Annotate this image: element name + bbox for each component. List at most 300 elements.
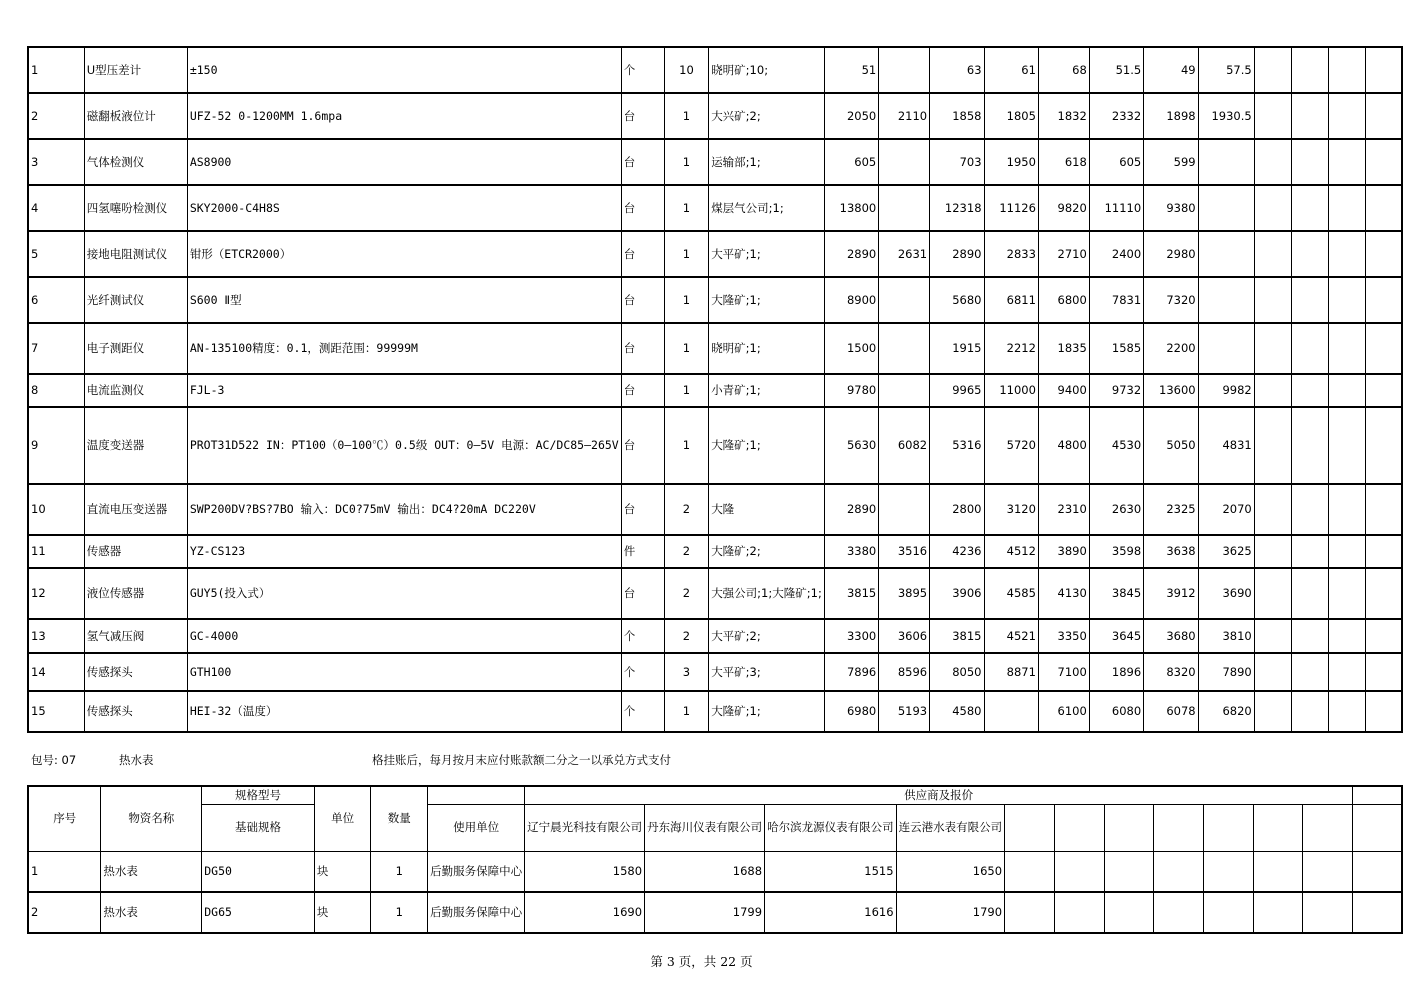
item-spec: DG50 — [202, 851, 315, 892]
item-name: 热水表 — [101, 892, 202, 933]
supplier-price — [1291, 277, 1328, 323]
user-unit: 小青矿;1; — [709, 374, 825, 407]
supplier-price — [879, 185, 930, 231]
supplier-price — [1198, 185, 1254, 231]
supplier-price: 1915 — [930, 323, 984, 374]
supplier-price — [1254, 484, 1291, 535]
item-quantity: 1 — [664, 93, 708, 139]
supplier-price: 1500 — [824, 323, 878, 374]
item-unit: 台 — [621, 323, 664, 374]
item-spec: AN-135100精度：0.1，测距范围：99999M — [187, 323, 621, 374]
supplier-price — [1291, 47, 1328, 93]
user-unit: 运输部;1; — [709, 139, 825, 185]
item-spec: SWP200DV?BS?7BO 输入：DC0?75mV 输出：DC4?20mA DC220V — [187, 484, 621, 535]
supplier-price: 5680 — [930, 277, 984, 323]
supplier-price: 7831 — [1089, 277, 1143, 323]
user-unit: 大兴矿;2; — [709, 93, 825, 139]
supplier-price — [1365, 231, 1402, 277]
supplier-price — [1198, 323, 1254, 374]
supplier-price: 57.5 — [1198, 47, 1254, 93]
supplier-price: 9400 — [1038, 374, 1089, 407]
item-unit: 台 — [621, 277, 664, 323]
supplier-price: 8050 — [930, 653, 984, 691]
supplier-price — [1365, 139, 1402, 185]
item-quantity: 1 — [664, 691, 708, 732]
supplier-price: 3810 — [1198, 619, 1254, 653]
supplier-price: 1896 — [1089, 653, 1143, 691]
supplier-price: 2890 — [824, 484, 878, 535]
supplier-price: 2400 — [1089, 231, 1143, 277]
supplier-price — [1254, 277, 1291, 323]
item-name: 电流监测仪 — [84, 374, 187, 407]
supplier-price: 6100 — [1038, 691, 1089, 732]
supplier-price — [1328, 374, 1365, 407]
table-row — [28, 277, 1402, 323]
table-row — [28, 374, 1402, 407]
row-number: 4 — [28, 185, 84, 231]
supplier-price — [1254, 185, 1291, 231]
supplier-price: 11000 — [984, 374, 1038, 407]
supplier-price: 3815 — [930, 619, 984, 653]
item-name: 传感探头 — [84, 653, 187, 691]
supplier-price: 1805 — [984, 93, 1038, 139]
item-name: 热水表 — [101, 851, 202, 892]
table-row — [28, 619, 1402, 653]
supplier-price: 7890 — [1198, 653, 1254, 691]
supplier-price — [1303, 892, 1353, 933]
item-quantity: 2 — [664, 535, 708, 568]
supplier-name: 哈尔滨龙源仪表有限公司 — [765, 804, 897, 851]
supplier-price: 13600 — [1144, 374, 1198, 407]
row-number: 14 — [28, 653, 84, 691]
user-unit: 煤层气公司;1; — [709, 185, 825, 231]
supplier-price: 2070 — [1198, 484, 1254, 535]
supplier-price: 6820 — [1198, 691, 1254, 732]
item-spec: SKY2000-C4H8S — [187, 185, 621, 231]
item-unit: 块 — [314, 851, 371, 892]
item-unit: 台 — [621, 374, 664, 407]
supplier-price: 6082 — [879, 407, 930, 484]
supplier-price: 2325 — [1144, 484, 1198, 535]
supplier-price: 1515 — [765, 851, 897, 892]
supplier-price — [1204, 892, 1254, 933]
user-unit: 大隆 — [709, 484, 825, 535]
item-name: 传感探头 — [84, 691, 187, 732]
supplier-price — [1328, 185, 1365, 231]
supplier-price: 2710 — [1038, 231, 1089, 277]
supplier-price — [1291, 374, 1328, 407]
supplier-price — [1154, 851, 1204, 892]
item-unit: 个 — [621, 691, 664, 732]
supplier-price — [1054, 892, 1104, 933]
user-unit: 大平矿;2; — [709, 619, 825, 653]
item-name: 液位传感器 — [84, 568, 187, 619]
header-qty: 数量 — [371, 786, 428, 851]
table-row — [28, 484, 1402, 535]
supplier-price: 2631 — [879, 231, 930, 277]
header-name: 物资名称 — [101, 786, 202, 851]
supplier-price: 6078 — [1144, 691, 1198, 732]
supplier-price: 3845 — [1089, 568, 1143, 619]
supplier-price: 8596 — [879, 653, 930, 691]
item-spec: 钳形（ETCR2000） — [187, 231, 621, 277]
supplier-price — [1328, 47, 1365, 93]
supplier-price: 9982 — [1198, 374, 1254, 407]
supplier-price — [1365, 691, 1402, 732]
supplier-price — [1353, 892, 1402, 933]
item-unit: 个 — [621, 47, 664, 93]
supplier-price — [1204, 851, 1254, 892]
payment-note: 格挂账后，每月按月末应付账款额二分之一以承兑方式支付 — [372, 753, 671, 767]
supplier-price: 3680 — [1144, 619, 1198, 653]
supplier-price — [1291, 185, 1328, 231]
supplier-price: 4521 — [984, 619, 1038, 653]
item-quantity: 1 — [664, 374, 708, 407]
package-name: 热水表 — [119, 753, 154, 767]
supplier-price: 1650 — [896, 851, 1005, 892]
user-unit: 大强公司;1;大隆矿;1; — [709, 568, 825, 619]
supplier-price: 1616 — [765, 892, 897, 933]
item-quantity: 1 — [664, 277, 708, 323]
supplier-price: 618 — [1038, 139, 1089, 185]
row-number: 13 — [28, 619, 84, 653]
supplier-price: 605 — [1089, 139, 1143, 185]
supplier-price — [1104, 851, 1154, 892]
supplier-price: 3598 — [1089, 535, 1143, 568]
item-spec: GC-4000 — [187, 619, 621, 653]
supplier-price: 1858 — [930, 93, 984, 139]
item-name: 温度变送器 — [84, 407, 187, 484]
supplier-price: 4585 — [984, 568, 1038, 619]
supplier-price: 11110 — [1089, 185, 1143, 231]
supplier-price: 2200 — [1144, 323, 1198, 374]
user-unit: 大隆矿;1; — [709, 407, 825, 484]
supplier-price — [1328, 231, 1365, 277]
table-row — [28, 139, 1402, 185]
supplier-price: 2050 — [824, 93, 878, 139]
supplier-price: 5193 — [879, 691, 930, 732]
supplier-price — [1328, 139, 1365, 185]
supplier-price: 5050 — [1144, 407, 1198, 484]
supplier-name: 丹东海川仪表有限公司 — [645, 804, 765, 851]
user-unit: 晓明矿;10; — [709, 47, 825, 93]
supplier-price — [1328, 93, 1365, 139]
header-suppliers-group: 供应商及报价 — [525, 786, 1353, 804]
supplier-price — [1328, 619, 1365, 653]
supplier-price: 4236 — [930, 535, 984, 568]
supplier-price — [1303, 851, 1353, 892]
supplier-price — [1254, 323, 1291, 374]
supplier-price: 3815 — [824, 568, 878, 619]
header-row-top — [28, 786, 1402, 804]
supplier-price — [1254, 535, 1291, 568]
supplier-price: 2630 — [1089, 484, 1143, 535]
table-row — [28, 47, 1402, 93]
supplier-price — [1365, 619, 1402, 653]
supplier-name — [1204, 804, 1254, 851]
supplier-price: 1930.5 — [1198, 93, 1254, 139]
supplier-price — [1328, 568, 1365, 619]
row-number: 1 — [28, 47, 84, 93]
supplier-price: 61 — [984, 47, 1038, 93]
supplier-price: 4831 — [1198, 407, 1254, 484]
supplier-price — [1365, 93, 1402, 139]
supplier-price: 9380 — [1144, 185, 1198, 231]
item-quantity: 1 — [664, 139, 708, 185]
supplier-price — [1328, 323, 1365, 374]
item-spec: FJL-3 — [187, 374, 621, 407]
supplier-price — [1254, 374, 1291, 407]
supplier-price — [879, 323, 930, 374]
header-unit: 单位 — [314, 786, 371, 851]
supplier-price: 4580 — [930, 691, 984, 732]
item-unit: 块 — [314, 892, 371, 933]
supplier-price — [879, 484, 930, 535]
item-spec: S600 Ⅱ型 — [187, 277, 621, 323]
supplier-price: 7100 — [1038, 653, 1089, 691]
supplier-name — [1303, 804, 1353, 851]
item-spec: GUY5(投入式） — [187, 568, 621, 619]
supplier-price — [1254, 93, 1291, 139]
supplier-price: 68 — [1038, 47, 1089, 93]
row-number: 6 — [28, 277, 84, 323]
row-number: 12 — [28, 568, 84, 619]
user-unit: 后勤服务保障中心 — [428, 892, 525, 933]
price-table-top — [27, 46, 1403, 733]
supplier-price — [1291, 653, 1328, 691]
supplier-price: 3120 — [984, 484, 1038, 535]
supplier-price: 1898 — [1144, 93, 1198, 139]
supplier-price: 605 — [824, 139, 878, 185]
supplier-price — [1198, 277, 1254, 323]
supplier-price: 9820 — [1038, 185, 1089, 231]
user-unit: 大平矿;1; — [709, 231, 825, 277]
user-unit: 后勤服务保障中心 — [428, 851, 525, 892]
supplier-price: 2833 — [984, 231, 1038, 277]
supplier-price: 2212 — [984, 323, 1038, 374]
supplier-price: 51 — [824, 47, 878, 93]
item-name: 直流电压变送器 — [84, 484, 187, 535]
table-row — [28, 535, 1402, 568]
supplier-price: 3890 — [1038, 535, 1089, 568]
supplier-price: 3350 — [1038, 619, 1089, 653]
supplier-price — [1365, 374, 1402, 407]
supplier-name — [1353, 804, 1402, 851]
supplier-price: 2890 — [930, 231, 984, 277]
supplier-price: 3606 — [879, 619, 930, 653]
page-number: 第 3 页，共 22 页 — [650, 954, 753, 969]
supplier-price: 4512 — [984, 535, 1038, 568]
supplier-price: 5316 — [930, 407, 984, 484]
supplier-price: 3300 — [824, 619, 878, 653]
table-row — [28, 892, 1402, 933]
supplier-price — [1005, 851, 1055, 892]
item-quantity: 1 — [664, 323, 708, 374]
supplier-price — [1365, 484, 1402, 535]
item-unit: 个 — [621, 619, 664, 653]
item-quantity: 2 — [664, 619, 708, 653]
item-name: 四氢噻吩检测仪 — [84, 185, 187, 231]
supplier-name — [1005, 804, 1055, 851]
supplier-price: 6800 — [1038, 277, 1089, 323]
supplier-price: 63 — [930, 47, 984, 93]
supplier-name — [1253, 804, 1303, 851]
supplier-price — [1328, 484, 1365, 535]
supplier-price — [1254, 619, 1291, 653]
supplier-price: 5720 — [984, 407, 1038, 484]
supplier-price — [1291, 568, 1328, 619]
table-row — [28, 851, 1402, 892]
item-spec: DG65 — [202, 892, 315, 933]
supplier-price — [1005, 892, 1055, 933]
supplier-price — [1365, 323, 1402, 374]
header-spec: 基础规格 — [202, 804, 315, 851]
supplier-price: 1585 — [1089, 323, 1143, 374]
supplier-price — [1291, 231, 1328, 277]
item-name: 磁翻板液位计 — [84, 93, 187, 139]
supplier-price: 8320 — [1144, 653, 1198, 691]
header-row-bottom — [28, 804, 1402, 851]
item-quantity: 10 — [664, 47, 708, 93]
supplier-price: 49 — [1144, 47, 1198, 93]
supplier-price — [1054, 851, 1104, 892]
supplier-price: 5630 — [824, 407, 878, 484]
supplier-price — [1198, 231, 1254, 277]
supplier-price — [1198, 139, 1254, 185]
supplier-price — [1365, 47, 1402, 93]
supplier-price — [1254, 407, 1291, 484]
supplier-price: 9732 — [1089, 374, 1143, 407]
supplier-price — [1353, 851, 1402, 892]
item-unit: 台 — [621, 139, 664, 185]
table-row — [28, 231, 1402, 277]
supplier-name — [1154, 804, 1204, 851]
item-name: 光纤测试仪 — [84, 277, 187, 323]
supplier-price: 3912 — [1144, 568, 1198, 619]
table-row — [28, 323, 1402, 374]
supplier-name: 连云港水表有限公司 — [896, 804, 1005, 851]
item-quantity: 1 — [664, 231, 708, 277]
supplier-price — [1254, 231, 1291, 277]
supplier-price — [1365, 535, 1402, 568]
supplier-price — [1254, 653, 1291, 691]
item-unit: 台 — [621, 568, 664, 619]
supplier-price: 2800 — [930, 484, 984, 535]
supplier-price: 8900 — [824, 277, 878, 323]
supplier-price: 3895 — [879, 568, 930, 619]
item-quantity: 2 — [664, 568, 708, 619]
supplier-price: 1835 — [1038, 323, 1089, 374]
item-unit: 台 — [621, 93, 664, 139]
item-name: U型压差计 — [84, 47, 187, 93]
supplier-price: 599 — [1144, 139, 1198, 185]
supplier-price: 12318 — [930, 185, 984, 231]
supplier-price — [1291, 139, 1328, 185]
item-name: 传感器 — [84, 535, 187, 568]
supplier-price — [879, 277, 930, 323]
item-unit: 台 — [621, 407, 664, 484]
supplier-price: 7896 — [824, 653, 878, 691]
supplier-price — [1291, 535, 1328, 568]
item-quantity: 1 — [664, 407, 708, 484]
supplier-price — [1328, 653, 1365, 691]
supplier-price — [1328, 535, 1365, 568]
row-number: 2 — [28, 93, 84, 139]
supplier-price: 2890 — [824, 231, 878, 277]
supplier-price: 1832 — [1038, 93, 1089, 139]
table-row — [28, 568, 1402, 619]
supplier-price: 4530 — [1089, 407, 1143, 484]
supplier-price — [879, 374, 930, 407]
row-number: 15 — [28, 691, 84, 732]
supplier-price — [1365, 653, 1402, 691]
item-unit: 个 — [621, 653, 664, 691]
supplier-price: 3516 — [879, 535, 930, 568]
supplier-price: 703 — [930, 139, 984, 185]
supplier-price: 3638 — [1144, 535, 1198, 568]
item-unit: 台 — [621, 231, 664, 277]
supplier-price: 2332 — [1089, 93, 1143, 139]
supplier-price: 1799 — [645, 892, 765, 933]
supplier-price: 2980 — [1144, 231, 1198, 277]
table-row — [28, 185, 1402, 231]
row-number: 5 — [28, 231, 84, 277]
supplier-price — [1291, 407, 1328, 484]
supplier-price: 8871 — [984, 653, 1038, 691]
user-unit: 大平矿;3; — [709, 653, 825, 691]
supplier-price: 1688 — [645, 851, 765, 892]
supplier-price — [1254, 568, 1291, 619]
user-unit: 大隆矿;2; — [709, 535, 825, 568]
item-spec: PROT31D522 IN：PT100（0—100℃）0.5级 OUT：0—5V 电源：AC/DC85—265V — [187, 407, 621, 484]
supplier-price: 7320 — [1144, 277, 1198, 323]
supplier-price — [984, 691, 1038, 732]
item-spec: ±150 — [187, 47, 621, 93]
supplier-price — [1254, 139, 1291, 185]
row-number: 3 — [28, 139, 84, 185]
item-quantity: 1 — [664, 185, 708, 231]
supplier-price: 2310 — [1038, 484, 1089, 535]
supplier-price: 9780 — [824, 374, 878, 407]
row-number: 9 — [28, 407, 84, 484]
supplier-price — [1365, 568, 1402, 619]
header-blank — [428, 786, 525, 804]
supplier-price — [1291, 93, 1328, 139]
table-row — [28, 653, 1402, 691]
supplier-price — [1328, 691, 1365, 732]
supplier-price — [1104, 892, 1154, 933]
supplier-price — [1254, 47, 1291, 93]
user-unit: 大隆矿;1; — [709, 277, 825, 323]
row-number: 11 — [28, 535, 84, 568]
item-spec: UFZ-52 0-1200MM 1.6mpa — [187, 93, 621, 139]
row-number: 2 — [28, 892, 101, 933]
item-name: 接地电阻测试仪 — [84, 231, 187, 277]
supplier-price — [1291, 691, 1328, 732]
supplier-price — [1328, 277, 1365, 323]
supplier-price — [1291, 484, 1328, 535]
supplier-price: 1790 — [896, 892, 1005, 933]
package-number: 包号: 07 — [31, 753, 77, 767]
supplier-price — [1291, 619, 1328, 653]
supplier-price: 4130 — [1038, 568, 1089, 619]
supplier-price — [1328, 407, 1365, 484]
item-unit: 件 — [621, 535, 664, 568]
supplier-price: 11126 — [984, 185, 1038, 231]
row-number: 1 — [28, 851, 101, 892]
supplier-price: 6811 — [984, 277, 1038, 323]
user-unit: 大隆矿;1; — [709, 691, 825, 732]
